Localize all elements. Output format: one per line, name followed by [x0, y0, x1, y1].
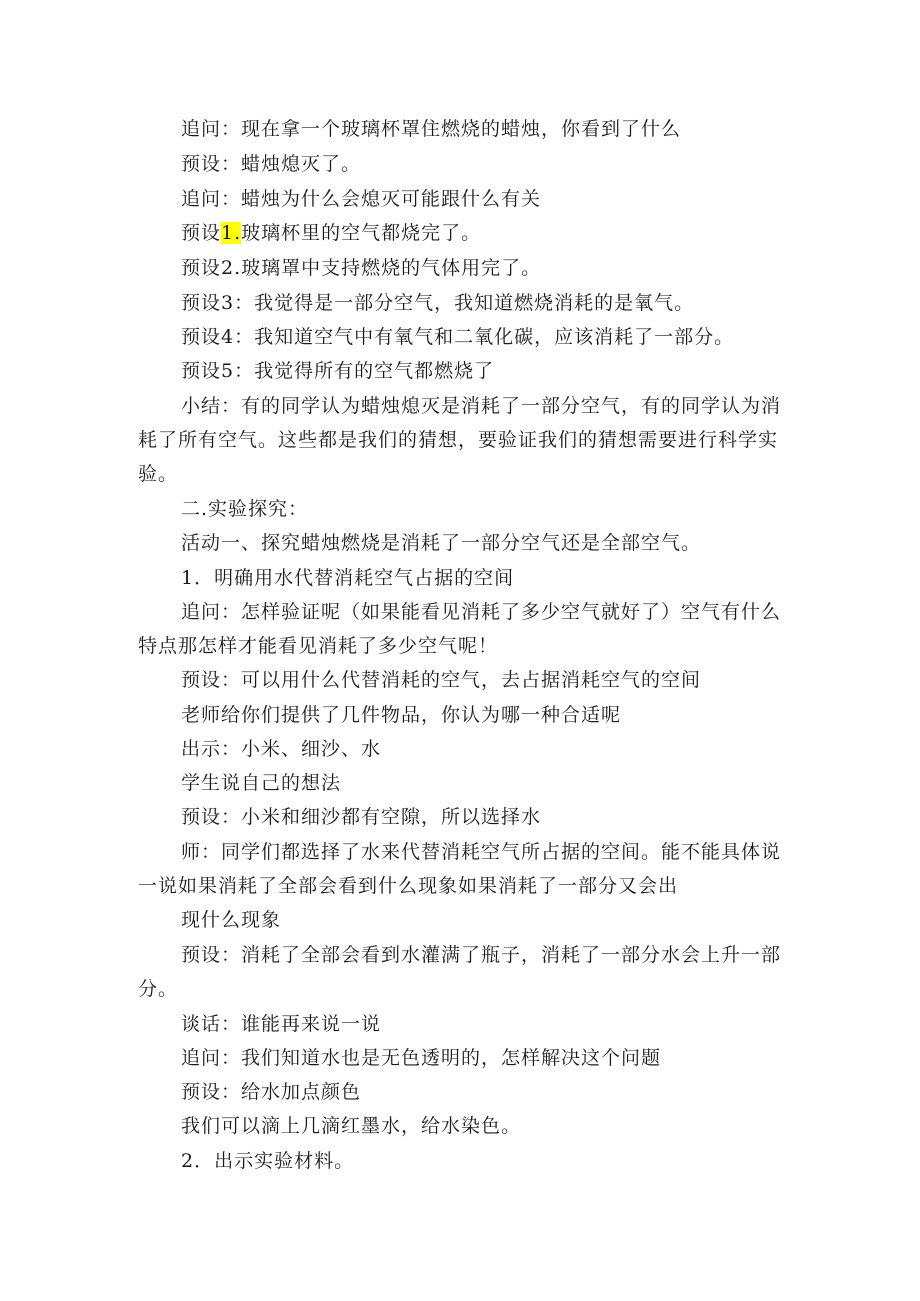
paragraph-line: 预设2.玻璃罩中支持燃烧的气体用完了。	[181, 257, 542, 279]
paragraph-line: 预设3：我觉得是一部分空气，我知道燃烧消耗的是氧气。	[181, 292, 695, 314]
paragraph-line: 追问：蜡烛为什么会熄灭可能跟什么有关	[181, 188, 542, 210]
paragraph-line: 预设：小米和细沙都有空隙，所以选择水	[181, 806, 542, 828]
paragraph-line: 现什么现象	[181, 909, 282, 931]
paragraph-line: 谈话：谁能再来说一说	[181, 1013, 382, 1035]
paragraph-line: 一说如果消耗了全部会看到什么现象如果消耗了一部分又会出	[138, 875, 679, 897]
section-heading: 二.实验探究：	[181, 498, 309, 520]
paragraph-line: 验。	[138, 463, 179, 485]
numbered-step: 1．明确用水代替消耗空气占据的空间	[181, 567, 515, 589]
paragraph-line: 特点那怎样才能看见消耗了多少空气呢！	[138, 635, 499, 657]
paragraph-line: 活动一、探究蜡烛燃烧是消耗了一部分空气还是全部空气。	[181, 532, 702, 554]
paragraph-line: 出示：小米、细沙、水	[181, 738, 382, 760]
paragraph-line: 小结：有的同学认为蜡烛熄灭是消耗了一部分空气，有的同学认为消	[181, 395, 782, 417]
paragraph-line: 预设5：我觉得所有的空气都燃烧了	[181, 360, 495, 382]
paragraph-line: 追问：怎样验证呢（如果能看见消耗了多少空气就好了）空气有什么	[181, 601, 782, 623]
highlighted-text: 1.	[221, 222, 242, 244]
paragraph-line: 预设：蜡烛熄灭了。	[181, 153, 362, 175]
line-suffix: 玻璃杯里的空气都烧完了。	[241, 222, 482, 244]
paragraph-line: 耗了所有空气。这些都是我们的猜想，要验证我们的猜想需要进行科学实	[138, 429, 779, 451]
paragraph-line: 追问：我们知道水也是无色透明的，怎样解决这个问题	[181, 1047, 662, 1069]
paragraph-line: 老师给你们提供了几件物品，你认为哪一种合适呢	[181, 704, 622, 726]
paragraph-line: 师：同学们都选择了水来代替消耗空气所占据的空间。能不能具体说	[181, 841, 782, 863]
paragraph-line: 预设4：我知道空气中有氧气和二氧化碳，应该消耗了一部分。	[181, 326, 735, 348]
paragraph-line: 我们可以滴上几滴红墨水，给水染色。	[181, 1115, 522, 1137]
paragraph-line: 预设：可以用什么代替消耗的空气，去占据消耗空气的空间	[181, 669, 702, 691]
paragraph-line: 分。	[138, 978, 179, 1000]
numbered-step: 2．出示实验材料。	[181, 1150, 355, 1172]
line-prefix: 预设	[181, 222, 222, 244]
paragraph-line: 追问：现在拿一个玻璃杯罩住燃烧的蜡烛，你看到了什么	[181, 118, 682, 140]
paragraph-line: 学生说自己的想法	[181, 772, 342, 794]
paragraph-line: 预设：消耗了全部会看到水灌满了瓶子，消耗了一部分水会上升一部	[181, 944, 782, 966]
paragraph-line: 预设：给水加点颜色	[181, 1081, 362, 1103]
paragraph-line	[138, 221, 841, 245]
